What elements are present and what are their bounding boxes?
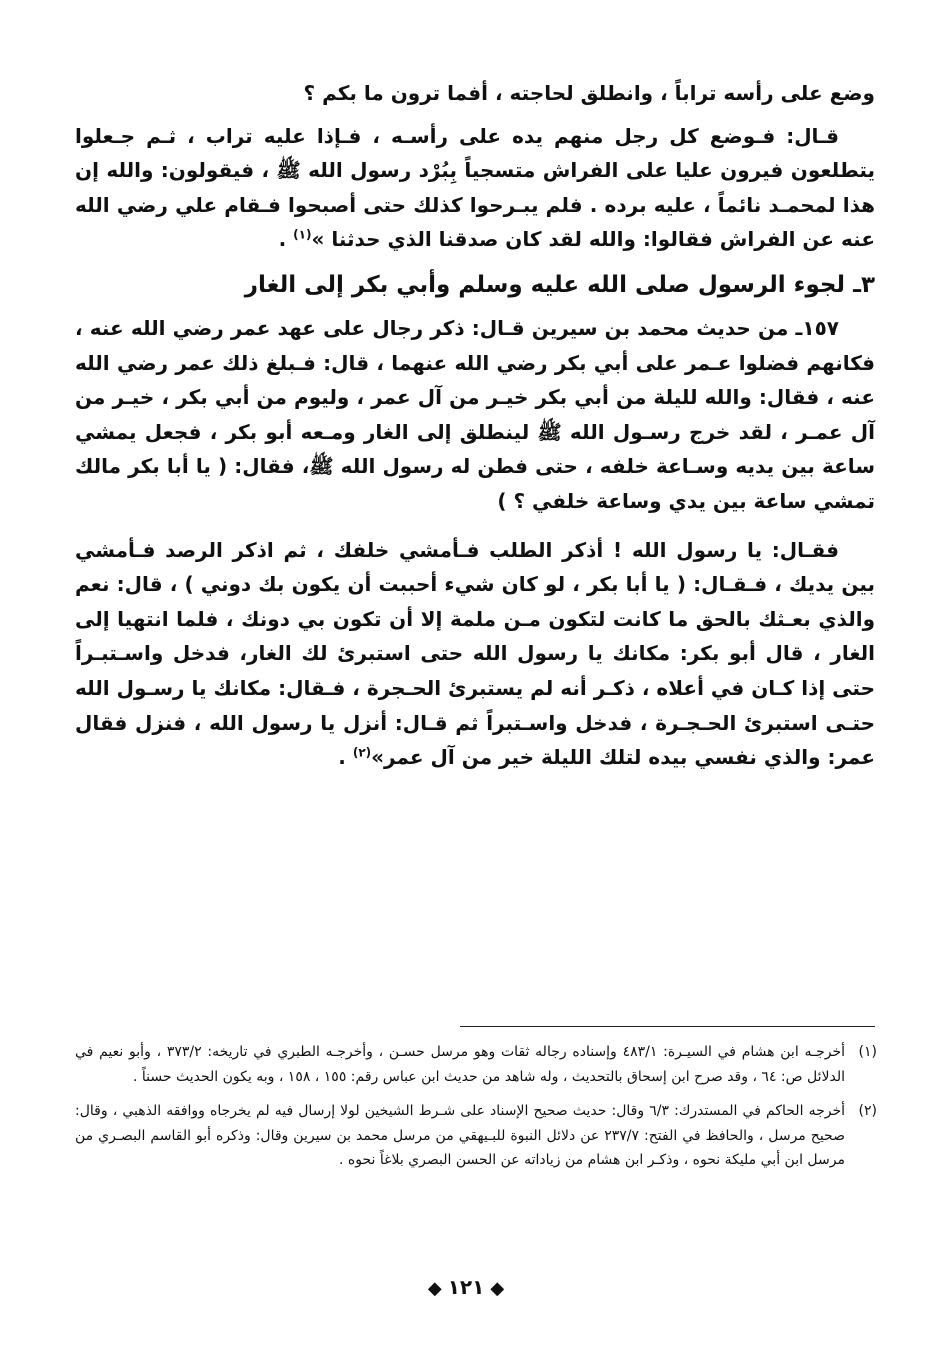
section-heading: ٣ـ لجوء الرسول صلى الله عليه وسلم وأبي بكر إلى الغار <box>244 271 875 298</box>
footnotes <box>75 1040 877 1183</box>
page-number: ١٢١ <box>447 1275 485 1299</box>
paragraph-4 <box>75 533 875 775</box>
page-number-block <box>0 1275 932 1299</box>
paragraph-2-text: قـال: فـوضع كل رجل منهم يده على رأسـه ، فـإذا عليه تراب ، ثـم جـعلوا يتطلعون فيرون عليا على الفراش متسجياً بِبُرْد رسول الله ﷺ ، فيقولون: والله إن هذا لمحمـد نائماً ، عليه برده . فلم يبـرحوا كذلك حتى أصبحوا فـقام علي رضي الله عنه عن الفراش فقالوا: والله لقد كان صدقنا الذي حدثنا » <box>75 123 875 252</box>
footnote-divider <box>460 1026 875 1027</box>
paragraph-4-end: . <box>338 745 353 770</box>
ornament-right-icon: ◆ <box>490 1278 505 1299</box>
footnote-1 <box>75 1040 877 1089</box>
main-text <box>75 76 875 775</box>
footnote-2 <box>75 1099 877 1173</box>
paragraph-2-end: . <box>278 227 294 252</box>
footnote-number: (١) <box>858 1044 877 1060</box>
footnote-number: (٢) <box>858 1103 877 1119</box>
paragraph-4-text: فقـال: يا رسول الله ! أذكر الطلب فـأمشي خلفك ، ثم اذكر الرصد فـأمشي بين يديك ، فـقـال: ( يا أبا بكر ، لو كان شيء أحببت أن يكون بك دوني ) ، قال: نعم والذي بعـثك بالحق ما كانت لتكون مـن ملمة إلا أن تكون بي دونك ، فلما انتهيا إلى الغار ، قال أبو بكر: مكانك يا رسول الله حتى استبرئ لك الغار، فدخل واسـتبـراً حتى إذا كـان في أعلاه ، ذكـر أنه لم يستبرئ الحـجرة ، فـقال: مكانك يا رسـول الله حتـى استبرئ الحـجـرة ، فدخل واسـتبراً ثم قـال: أنزل يا رسول الله ، فنزل فقال عمر: والذي نفسي بيده لتلك الليلة خير من آل عمر» <box>75 537 875 770</box>
footnote-ref-1[interactable]: (١) <box>293 227 312 242</box>
footnote-text: أخرجه الحاكم في المستدرك: ٦/٣ وقال: حديث صحيح الإسناد على شـرط الشيخين لولا إرسال فيه لم يخرجاه ووافقه الذهبي ، وقال: صحيح مرسل ، والحافظ في الفتح: ٢٣٧/٧ عن دلائل النبوة للبـيهقي من مرسل محمد بن سيرين وقال: وذكره أبو القاسم البصـري من مرسل ابن أبي مليكة نحوه ، وذكـر ابن هشام من زياداته عن الحسن البصري بلاغاً نحوه . <box>75 1103 845 1168</box>
paragraph-2 <box>75 119 875 257</box>
paragraph-3: ١٥٧ـ من حديث محمد بن سيرين قـال: ذكر رجال على عهد عمر رضي الله عنه ، فكانهم فضلوا عـمر على أبي بكر رضي الله عنهما ، قال: فـبلغ ذلك عمر رضي الله عنه ، فقال: والله لليلة من أبي بكر خيـر من آل عمر ، وليوم من أبي بكر ، خيـر من آل عمـر ، لقد خرج رسـول الله ﷺ لينطلق إلى الغار ومـعه أبو بكر ، فجعل يمشي ساعة بين يديه وسـاعة خلفه ، حتى فطن له رسول الله ﷺ، فقال: ( يا أبا بكر مالك تمشي ساعة بين يدي وساعة خلفي ؟ ) <box>75 315 875 513</box>
footnote-text: أخرجـه ابن هشام في السيـرة: ٤٨٣/١ وإسناده رجاله ثقات وهو مرسل حسـن ، وأخرجـه الطبري في تاريخه: ٣٧٣/٢ ، وأبو نعيم في الدلائل ص: ٦٤ ، وقد صرح ابن إسحاق بالتحديث ، وله شاهد من حديث ابن عباس رقم: ١٥٥ ، ١٥٨ ، وبه يكون الحديث حسناً . <box>75 1044 845 1085</box>
footnote-ref-2[interactable]: (٢) <box>352 745 372 760</box>
paragraph-1: وضع على رأسه تراباً ، وانطلق لحاجته ، أفما ترون ما بكم ؟ <box>303 81 875 105</box>
ornament-left-icon: ◆ <box>427 1278 442 1299</box>
